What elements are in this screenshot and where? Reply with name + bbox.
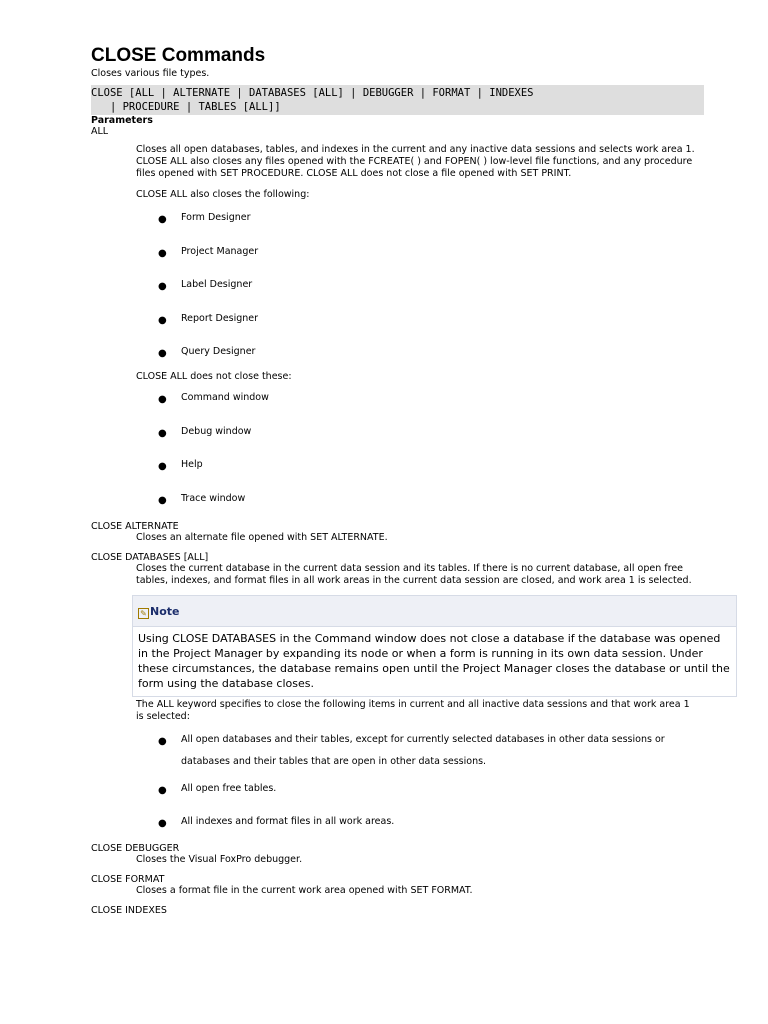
param-term: ALL (91, 126, 109, 137)
param-term: CLOSE DATABASES [ALL] (91, 551, 209, 563)
not-close-intro: CLOSE ALL does not close these: (136, 371, 292, 382)
param-description: Closes the Visual FoxPro debugger. (136, 854, 303, 865)
note-header (133, 596, 736, 627)
bullet-icon: ● (158, 784, 167, 796)
list-item: ● Query Designer (158, 346, 256, 359)
page-subtitle: Closes various file types. (91, 68, 210, 79)
bullet-icon: ● (158, 427, 167, 439)
list-item: ● Trace window (158, 492, 246, 506)
param-databases (91, 551, 730, 844)
param-description: Closes an alternate file opened with SET ALTERNATE. (136, 531, 388, 543)
databases-list-wrap (136, 733, 696, 844)
list-item: ● All open free tables. (158, 782, 277, 796)
list-item: ● Label Designer (158, 279, 253, 292)
bullet-icon: ● (158, 214, 167, 225)
list-item: ● Report Designer (158, 312, 259, 326)
bullet-icon: ● (158, 461, 167, 472)
param-all (91, 126, 707, 516)
param-term: CLOSE ALTERNATE (91, 520, 179, 532)
also-closes-list (136, 211, 696, 371)
databases-list (136, 733, 696, 844)
param-description (136, 144, 696, 516)
bullet-icon: ● (158, 281, 167, 292)
list-item: databases and their tables that are open in other data sessions. (181, 755, 487, 767)
param-alternate (91, 521, 707, 544)
note-heading: Note (150, 604, 180, 618)
syntax-block (91, 85, 704, 115)
not-close-list (136, 391, 696, 516)
list-item: ● All indexes and format files in all work areas. (158, 816, 395, 829)
bullet-icon: ● (158, 818, 167, 829)
param-description: Closes a format file in the current work area opened with SET FORMAT. (136, 885, 473, 896)
list-item: ● Form Designer (158, 212, 251, 225)
all-keyword-text: The ALL keyword specifies to close the following items in current and all inactive data sessions and that work area 1 is selected: (136, 698, 690, 722)
syntax-line-1: CLOSE [ALL | ALTERNATE | DATABASES [ALL] | DEBUGGER | FORMAT | INDEXES (91, 87, 534, 99)
param-format (91, 874, 707, 897)
param-term: CLOSE FORMAT (91, 874, 165, 885)
page-title: CLOSE Commands (91, 45, 266, 66)
note-box (132, 595, 737, 697)
param-description: Closes the current database in the current data session and its tables. If there is no current database, all open free tables, indexes, and format files in all work areas in the current data session are closed, and work area 1 is selected. (136, 562, 692, 586)
param-debugger (91, 843, 707, 866)
also-closes-intro: CLOSE ALL also closes the following: (136, 189, 310, 200)
list-item: ● Command window (158, 392, 269, 405)
bullet-icon: ● (158, 735, 167, 747)
note-body: Using CLOSE DATABASES in the Command window does not close a database if the database was opened in the Project Manager by expanding its node or when a form is running in its own data session. Under these circumstances, the database remains open until the Project Manager closes the database or until the form using the database closes. (138, 631, 730, 690)
list-item: ● All open databases and their tables, except for currently selected databases in other data sessions or (158, 733, 665, 747)
bullet-icon: ● (158, 348, 167, 359)
parameters-heading: Parameters (91, 115, 153, 126)
bullet-icon: ● (158, 494, 167, 506)
list-item: ● Help (158, 459, 203, 472)
bullet-icon: ● (158, 394, 167, 405)
bullet-icon: ● (158, 314, 167, 326)
list-item: ● Project Manager (158, 245, 259, 259)
note-pencil-icon: ✎ (138, 608, 149, 619)
param-indexes (91, 905, 707, 916)
param-term: CLOSE INDEXES (91, 905, 167, 916)
document-page (91, 44, 730, 916)
all-description: Closes all open databases, tables, and indexes in the current and any inactive data sessions and selects work area 1. CLOSE ALL also closes any files opened with the FCREATE( ) and FOPEN( ) low-level file functions, and any procedure files opened with SET PROCEDURE. CLOSE ALL does not close a file opened with SET PRINT. (136, 144, 695, 179)
bullet-icon: ● (158, 247, 167, 259)
list-item: ● Debug window (158, 425, 252, 439)
syntax-line-2: | PROCEDURE | TABLES [ALL]] (91, 101, 281, 113)
param-term: CLOSE DEBUGGER (91, 843, 180, 854)
